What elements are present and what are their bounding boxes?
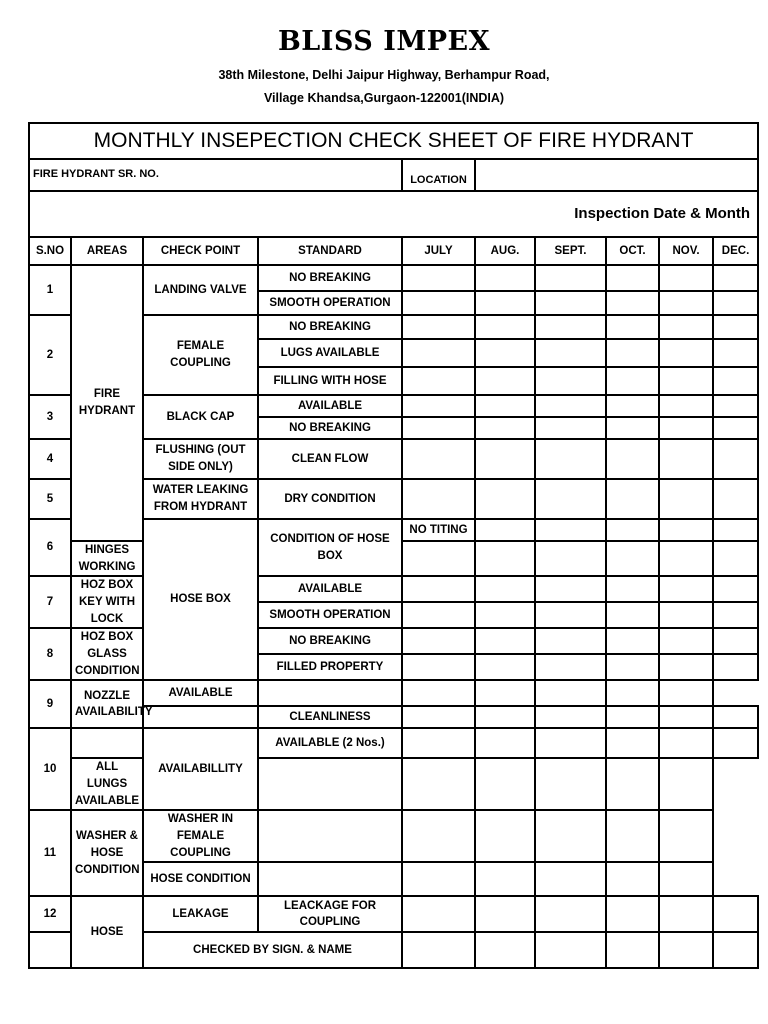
month-entry-cell[interactable]: [535, 728, 606, 758]
month-entry-cell[interactable]: [659, 417, 713, 439]
month-entry-cell[interactable]: [535, 680, 606, 706]
month-entry-cell[interactable]: [402, 628, 475, 654]
standard-cell: LUGS AVAILABLE: [258, 339, 402, 367]
month-entry-cell[interactable]: [659, 810, 713, 862]
month-entry-cell[interactable]: [475, 541, 535, 576]
standard-cell: FILLED PROPERTY: [258, 654, 402, 680]
month-entry-cell[interactable]: [535, 265, 606, 291]
month-entry-cell[interactable]: [606, 654, 659, 680]
month-entry-cell[interactable]: [475, 367, 535, 395]
month-entry-cell[interactable]: [659, 602, 713, 628]
month-entry-cell[interactable]: [402, 265, 475, 291]
month-entry-cell[interactable]: [606, 291, 659, 315]
month-entry-cell[interactable]: [713, 479, 758, 519]
month-entry-cell[interactable]: [606, 932, 659, 968]
check-point-cell: LANDING VALVE: [143, 265, 258, 315]
area-blank-cell: [71, 728, 143, 758]
month-entry-cell[interactable]: [402, 339, 475, 367]
row-sno: 10: [29, 728, 71, 810]
month-entry-cell[interactable]: [606, 602, 659, 628]
header-month: DEC.: [713, 237, 758, 265]
month-entry-cell[interactable]: [475, 758, 535, 810]
month-entry-cell[interactable]: [606, 541, 659, 576]
check-point-cell: HOZ BOX KEY WITH LOCK: [71, 576, 143, 628]
row-sno: 1: [29, 265, 71, 315]
month-entry-cell[interactable]: [402, 758, 475, 810]
standard-cell: NO BREAKING: [258, 628, 402, 654]
row-sno: 11: [29, 810, 71, 896]
area-hose-box: HOSE BOX: [143, 519, 258, 680]
month-entry-cell[interactable]: [606, 728, 659, 758]
month-entry-cell[interactable]: [402, 602, 475, 628]
month-entry-cell[interactable]: [606, 862, 659, 896]
row-sno: 7: [29, 576, 71, 628]
month-entry-cell[interactable]: [535, 395, 606, 417]
row-sno: 5: [29, 479, 71, 519]
month-entry-cell[interactable]: [402, 706, 475, 728]
row-sno: 12: [29, 896, 71, 932]
month-entry-cell[interactable]: [402, 896, 475, 932]
month-entry-cell[interactable]: [606, 417, 659, 439]
month-entry-cell[interactable]: [606, 395, 659, 417]
month-entry-cell[interactable]: [606, 706, 659, 728]
month-entry-cell[interactable]: [659, 758, 713, 810]
company-address-line1: 38th Milestone, Delhi Jaipur Highway, Berhampur Road,: [218, 68, 550, 82]
standard-cell: AVAILABLE: [258, 395, 402, 417]
month-entry-cell[interactable]: [535, 339, 606, 367]
row-sno: 9: [29, 680, 71, 728]
month-entry-cell[interactable]: [659, 728, 713, 758]
month-entry-cell[interactable]: [535, 417, 606, 439]
month-entry-cell[interactable]: [475, 439, 535, 479]
standard-cell: SMOOTH OPERATION: [258, 602, 402, 628]
standard-cell: CLEAN FLOW: [258, 439, 402, 479]
month-entry-cell[interactable]: [535, 315, 606, 339]
check-point-cell: FLUSHING (OUT SIDE ONLY): [143, 439, 258, 479]
month-entry-cell[interactable]: [535, 654, 606, 680]
check-point-cell: WASHER & HOSE CONDITION: [71, 810, 143, 896]
month-entry-cell[interactable]: [659, 628, 713, 654]
month-entry-cell[interactable]: [713, 628, 758, 654]
month-entry-cell[interactable]: [606, 680, 659, 706]
month-entry-cell[interactable]: [475, 339, 535, 367]
month-entry-cell[interactable]: [475, 728, 535, 758]
month-entry-cell[interactable]: [659, 315, 713, 339]
month-entry-cell[interactable]: [606, 439, 659, 479]
month-entry-cell[interactable]: [606, 758, 659, 810]
month-entry-cell[interactable]: [535, 479, 606, 519]
month-entry-cell[interactable]: [606, 479, 659, 519]
month-entry-cell[interactable]: [535, 439, 606, 479]
month-entry-cell[interactable]: [713, 315, 758, 339]
month-entry-cell[interactable]: [402, 810, 475, 862]
month-entry-cell[interactable]: [659, 862, 713, 896]
month-entry-cell[interactable]: [535, 541, 606, 576]
month-entry-cell[interactable]: [258, 810, 402, 862]
month-entry-cell[interactable]: [535, 602, 606, 628]
row-sno: 3: [29, 395, 71, 439]
month-entry-cell[interactable]: [713, 728, 758, 758]
month-entry-cell[interactable]: [535, 862, 606, 896]
header-check-point: CHECK POINT: [143, 237, 258, 265]
month-entry-cell[interactable]: [659, 541, 713, 576]
row-sno: 8: [29, 628, 71, 680]
month-entry-cell[interactable]: [535, 896, 606, 932]
month-entry-cell[interactable]: [713, 265, 758, 291]
month-entry-cell[interactable]: [475, 576, 535, 602]
company-name: BLISS IMPEX: [277, 26, 491, 57]
company-address-line2: Village Khandsa,Gurgaon-122001(INDIA): [263, 91, 505, 105]
month-entry-cell[interactable]: [475, 519, 535, 541]
standard-cell: HINGES WORKING: [71, 541, 143, 576]
header-month: SEPT.: [535, 237, 606, 265]
month-entry-cell[interactable]: [535, 628, 606, 654]
month-entry-cell[interactable]: [402, 862, 475, 896]
area-hose: HOSE: [71, 896, 143, 968]
month-entry-cell[interactable]: [713, 291, 758, 315]
row-sno: 2: [29, 315, 71, 395]
standard-cell: HOSE CONDITION: [143, 862, 258, 896]
month-entry-cell[interactable]: [402, 654, 475, 680]
month-entry-cell[interactable]: [258, 758, 402, 810]
month-entry-cell[interactable]: [475, 291, 535, 315]
check-point-cell: LEAKAGE: [143, 896, 258, 932]
standard-cell: NO BREAKING: [258, 265, 402, 291]
month-entry-cell[interactable]: [606, 265, 659, 291]
month-entry-cell[interactable]: [659, 479, 713, 519]
standard-cell: WASHER IN FEMALE COUPLING: [143, 810, 258, 862]
check-point-cell: NOZZLE AVAILABILITY: [71, 680, 143, 728]
month-entry-cell[interactable]: [659, 932, 713, 968]
month-entry-cell[interactable]: [475, 706, 535, 728]
month-entry-cell[interactable]: [402, 417, 475, 439]
month-entry-cell[interactable]: [606, 339, 659, 367]
month-entry-cell[interactable]: [659, 680, 713, 706]
sheet-title: MONTHLY INSEPECTION CHECK SHEET OF FIRE HYDRANT: [29, 123, 758, 159]
month-entry-cell[interactable]: [659, 439, 713, 479]
area-blank-cell: [143, 706, 258, 728]
standard-cell: AVAILABLE (2 Nos.): [258, 728, 402, 758]
month-entry-cell[interactable]: [713, 576, 758, 602]
month-entry-cell[interactable]: [535, 367, 606, 395]
month-entry-cell[interactable]: [475, 417, 535, 439]
check-point-cell: AVAILABILLITY: [143, 728, 258, 810]
check-point-cell: FEMALE COUPLING: [143, 315, 258, 395]
month-entry-cell[interactable]: [713, 602, 758, 628]
month-entry-cell[interactable]: [475, 932, 535, 968]
month-entry-cell[interactable]: [659, 339, 713, 367]
month-entry-cell[interactable]: [475, 479, 535, 519]
month-entry-cell[interactable]: [402, 395, 475, 417]
standard-cell: DRY CONDITION: [258, 479, 402, 519]
month-entry-cell[interactable]: [713, 706, 758, 728]
standard-cell: SMOOTH OPERATION: [258, 291, 402, 315]
check-point-cell: HOZ BOX GLASS CONDITION: [71, 628, 143, 680]
month-entry-cell[interactable]: [606, 896, 659, 932]
standard-cell: NO BREAKING: [258, 315, 402, 339]
check-point-cell: WATER LEAKING FROM HYDRANT: [143, 479, 258, 519]
month-entry-cell[interactable]: [535, 706, 606, 728]
month-entry-cell[interactable]: [659, 291, 713, 315]
month-entry-cell[interactable]: [535, 291, 606, 315]
month-entry-cell[interactable]: [659, 367, 713, 395]
month-entry-cell[interactable]: [713, 519, 758, 541]
fire-hydrant-sr-no-label: FIRE HYDRANT SR. NO.: [29, 159, 402, 191]
month-entry-cell[interactable]: [659, 519, 713, 541]
header-month: AUG.: [475, 237, 535, 265]
month-entry-cell[interactable]: [475, 628, 535, 654]
month-entry-cell[interactable]: [402, 728, 475, 758]
month-entry-cell[interactable]: [402, 479, 475, 519]
month-entry-cell[interactable]: [402, 576, 475, 602]
header-month: NOV.: [659, 237, 713, 265]
month-entry-cell[interactable]: [606, 628, 659, 654]
month-entry-cell[interactable]: [606, 367, 659, 395]
month-entry-cell[interactable]: [475, 680, 535, 706]
month-entry-cell[interactable]: [402, 439, 475, 479]
month-entry-cell[interactable]: [606, 519, 659, 541]
month-entry-cell[interactable]: [606, 315, 659, 339]
month-entry-cell[interactable]: [659, 896, 713, 932]
month-entry-cell[interactable]: [535, 576, 606, 602]
month-entry-cell[interactable]: [713, 541, 758, 576]
standard-cell: NO TITING: [402, 519, 475, 541]
month-entry-cell[interactable]: [535, 758, 606, 810]
month-entry-cell[interactable]: [475, 810, 535, 862]
month-entry-cell[interactable]: [606, 810, 659, 862]
standard-cell: AVAILABLE: [143, 680, 258, 706]
month-entry-cell[interactable]: [402, 541, 475, 576]
checked-by-label: CHECKED BY SIGN. & NAME: [143, 932, 402, 968]
month-entry-cell[interactable]: [475, 896, 535, 932]
month-entry-cell[interactable]: [713, 417, 758, 439]
month-entry-cell[interactable]: [475, 395, 535, 417]
month-entry-cell[interactable]: [659, 395, 713, 417]
month-entry-cell[interactable]: [535, 932, 606, 968]
header-areas: AREAS: [71, 237, 143, 265]
month-entry-cell[interactable]: [535, 519, 606, 541]
check-point-cell: BLACK CAP: [143, 395, 258, 439]
month-entry-cell[interactable]: [475, 315, 535, 339]
month-entry-cell[interactable]: [535, 810, 606, 862]
month-entry-cell[interactable]: [475, 602, 535, 628]
month-entry-cell[interactable]: [713, 367, 758, 395]
month-entry-cell[interactable]: [402, 680, 475, 706]
month-entry-cell[interactable]: [713, 339, 758, 367]
month-entry-cell[interactable]: [475, 862, 535, 896]
row-sno: 6: [29, 519, 71, 576]
standard-cell: AVAILABLE: [258, 576, 402, 602]
inspection-date-month-label: Inspection Date & Month: [29, 191, 758, 237]
row-sno: 4: [29, 439, 71, 479]
standard-cell: ALL LUNGS AVAILABLE: [71, 758, 143, 810]
check-point-cell: CONDITION OF HOSE BOX: [258, 519, 402, 576]
standard-cell: FILLING WITH HOSE: [258, 367, 402, 395]
month-entry-cell[interactable]: [402, 291, 475, 315]
month-entry-cell[interactable]: [713, 932, 758, 968]
location-label: LOCATION: [402, 159, 475, 191]
checked-by-blank: [29, 932, 71, 968]
month-entry-cell[interactable]: [258, 680, 402, 706]
month-entry-cell[interactable]: [713, 395, 758, 417]
standard-cell: LEACKAGE FOR COUPLING: [258, 896, 402, 932]
header-month: OCT.: [606, 237, 659, 265]
month-entry-cell[interactable]: [659, 265, 713, 291]
month-entry-cell[interactable]: [659, 654, 713, 680]
month-entry-cell[interactable]: [402, 315, 475, 339]
header-month: JULY: [402, 237, 475, 265]
month-entry-cell[interactable]: [713, 896, 758, 932]
header-sno: S.NO: [29, 237, 71, 265]
month-entry-cell[interactable]: [258, 862, 402, 896]
month-entry-cell[interactable]: [475, 265, 535, 291]
standard-cell: NO BREAKING: [258, 417, 402, 439]
header-standard: STANDARD: [258, 237, 402, 265]
month-entry-cell[interactable]: [713, 654, 758, 680]
month-entry-cell[interactable]: [659, 706, 713, 728]
area-fire-hydrant: FIRE HYDRANT: [71, 265, 143, 541]
month-entry-cell[interactable]: [659, 576, 713, 602]
month-entry-cell[interactable]: [713, 439, 758, 479]
inspection-check-sheet: [28, 122, 759, 969]
signature-field[interactable]: [402, 932, 475, 968]
month-entry-cell[interactable]: [402, 367, 475, 395]
location-field[interactable]: [475, 159, 758, 191]
month-entry-cell[interactable]: [606, 576, 659, 602]
month-entry-cell[interactable]: [475, 654, 535, 680]
standard-cell: CLEANLINESS: [258, 706, 402, 728]
